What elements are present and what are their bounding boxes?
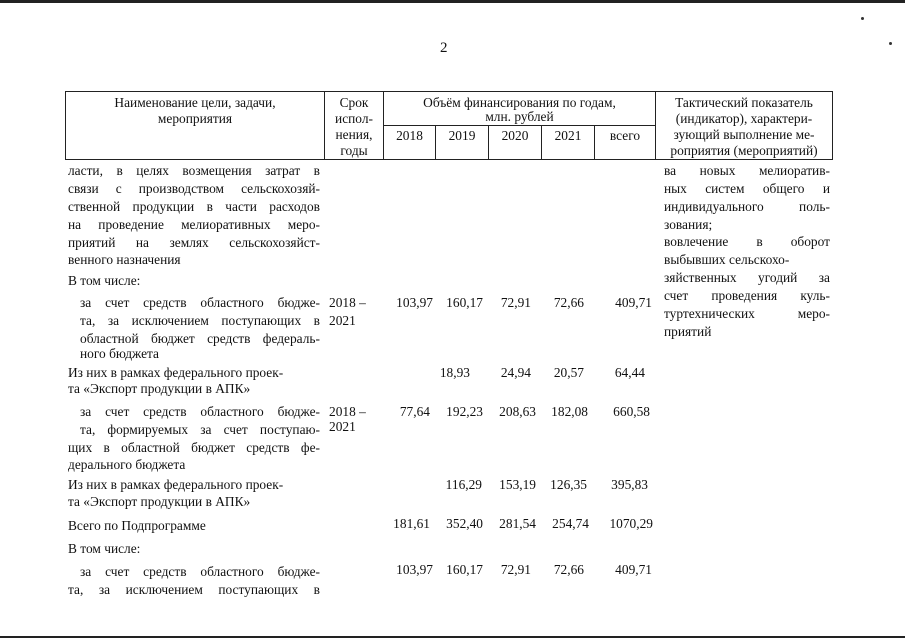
value-2019: 18,93 — [439, 365, 470, 380]
value-total: 409,71 — [615, 562, 652, 577]
value-2020: 153,19 — [499, 477, 536, 492]
value-2021: 182,08 — [551, 404, 588, 419]
row-label-line: за счет средств областного бюдже- — [80, 295, 320, 310]
header-term-line: нения, — [335, 127, 373, 142]
row-label-line: та «Экспорт продукции в АПК» — [68, 381, 251, 396]
page-number: 2 — [440, 40, 448, 56]
scan-top-edge — [0, 0, 905, 3]
subprogram-total-label: Всего по Подпрограмме — [68, 518, 206, 533]
row-label-line: В том числе: — [68, 541, 141, 556]
row-term-line: 2018 – — [329, 404, 366, 419]
indicator-text-line: туртехнических меро- — [664, 306, 830, 321]
header-indicator-line: зующий выполнение ме- — [673, 127, 815, 142]
scan-speck — [861, 17, 864, 20]
value-2021: 72,66 — [553, 295, 584, 310]
activity-text-line: венного назначения — [68, 252, 181, 267]
header-total: всего — [609, 128, 641, 143]
value-2021: 72,66 — [553, 562, 584, 577]
row-label-line: за счет средств областного бюдже- — [80, 404, 320, 419]
value-2018: 77,64 — [399, 404, 430, 419]
value-total: 1070,29 — [609, 516, 653, 531]
header-term-line: испол- — [335, 111, 373, 126]
table-top-border — [65, 91, 833, 92]
row-label-line: щих в областной бюджет средств фе- — [68, 440, 320, 455]
value-total: 64,44 — [614, 365, 645, 380]
indicator-text-line: счет проведения куль- — [664, 288, 830, 303]
table-right-border — [832, 91, 833, 160]
value-2018: 181,61 — [393, 516, 430, 531]
header-name-line: мероприятия — [157, 111, 233, 126]
row-label-line: областной бюджет средств федераль- — [80, 331, 320, 346]
value-2020: 208,63 — [499, 404, 536, 419]
row-label-line: дерального бюджета — [68, 457, 186, 472]
row-term-line: 2021 — [329, 419, 356, 434]
value-2018: 103,97 — [396, 562, 433, 577]
value-2018: 103,97 — [396, 295, 433, 310]
row-label-line: та «Экспорт продукции в АПК» — [68, 494, 251, 509]
header-year-2018: 2018 — [396, 128, 423, 143]
header-indicator-line: роприятия (мероприятий) — [670, 143, 818, 158]
row-label-line: та, за исключением поступающих в — [68, 582, 320, 597]
header-term-line: Срок — [339, 95, 369, 110]
value-total: 409,71 — [615, 295, 652, 310]
value-2019: 160,17 — [446, 295, 483, 310]
row-term-line: 2018 – — [329, 295, 366, 310]
indicator-text-line: индивидуального поль- — [664, 199, 830, 214]
activity-text-line: на проведение мелиоративных меро- — [68, 217, 320, 232]
value-2020: 72,91 — [500, 562, 531, 577]
header-name-line: Наименование цели, задачи, — [114, 95, 276, 110]
row-label-line: В том числе: — [68, 273, 141, 288]
row-label-line: Из них в рамках федерального проек- — [68, 365, 284, 380]
row-label-line: Из них в рамках федерального проек- — [68, 477, 284, 492]
indicator-text-line: ных систем общего и — [664, 181, 830, 196]
header-funding-line: Объём финансирования по годам, — [423, 95, 616, 110]
value-2019: 160,17 — [446, 562, 483, 577]
value-2019: 116,29 — [445, 477, 482, 492]
row-label-line: та, формируемых за счет поступаю- — [80, 422, 320, 437]
value-2020: 24,94 — [500, 365, 531, 380]
indicator-text-line: зяйственных угодий за — [664, 270, 830, 285]
indicator-text-line: вовлечение в оборот — [664, 234, 830, 249]
row-label-line: за счет средств областного бюдже- — [80, 564, 320, 579]
indicator-text-line: зования; — [664, 217, 713, 232]
row-label-line: ного бюджета — [80, 346, 159, 361]
value-total: 660,58 — [613, 404, 650, 419]
header-year-2021: 2021 — [554, 128, 582, 143]
activity-text-line: связи с производством сельскохозяй- — [68, 181, 320, 196]
header-indicator-line: (индикатор), характери- — [675, 111, 813, 126]
header-year-2019: 2019 — [448, 128, 476, 143]
row-label-line: та, за исключением поступающих в — [80, 313, 320, 328]
header-indicator-line: Тактический показатель — [675, 95, 813, 110]
value-2019: 192,23 — [446, 404, 483, 419]
activity-text-line: ласти, в целях возмещения затрат в — [68, 163, 320, 178]
scan-bottom-edge — [0, 636, 905, 638]
indicator-text-line: ва новых мелиоратив- — [664, 163, 830, 178]
activity-text-line: ственной продукции в части расходов — [68, 199, 320, 214]
header-year-2020: 2020 — [501, 128, 529, 143]
indicator-text-line: приятий — [664, 324, 712, 339]
value-2021: 254,74 — [552, 516, 589, 531]
value-2019: 352,40 — [446, 516, 483, 531]
row-term-line: 2021 — [329, 313, 356, 328]
value-2021: 20,57 — [553, 365, 584, 380]
indicator-text-line: выбывших сельскохо- — [664, 252, 790, 267]
value-2020: 281,54 — [499, 516, 536, 531]
activity-text-line: приятий на землях сельскохозяйст- — [68, 235, 320, 250]
header-term-line: годы — [340, 143, 368, 158]
value-total: 395,83 — [611, 477, 648, 492]
value-2021: 126,35 — [550, 477, 587, 492]
value-2020: 72,91 — [500, 295, 531, 310]
header-funding-line: млн. рублей — [485, 109, 554, 124]
scan-speck — [889, 42, 892, 45]
